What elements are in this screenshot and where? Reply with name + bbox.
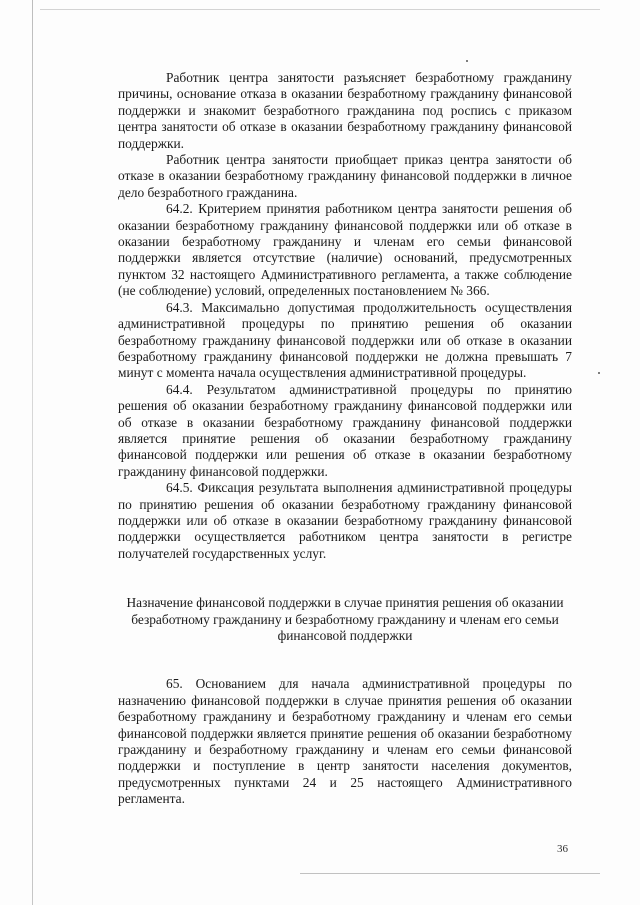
scan-edge-top	[40, 9, 600, 10]
paragraph-64-4: 64.4. Результатом административной процедуры по принятию решения об оказании безработному гражданину финансовой поддержки или об отказе в оказании безработному гражданину финансовой поддержки является принятие решения об оказании безработному гражданину финансовой поддержки или решения об отказе в оказании безработному гражданину финансовой поддержки.	[118, 381, 572, 479]
paragraph-64-5: 64.5. Фиксация результата выполнения административной процедуры по принятию решения об оказании безработному гражданину финансовой поддержки или об отказе в оказании безработному гражданину финансовой поддержки осуществляется работником центра занятости в регистре получателей государственных услуг.	[118, 480, 572, 561]
paragraph-64-2: 64.2. Критерием принятия работником центра занятости решения об оказании безработному гражданину финансовой поддержки или об отказе в оказании безработному гражданину и членам его семьи финансовой поддержки является отсутствие (наличие) оснований, предусмотренных пунктом 32 настоящего Административного регламента, а также соблюдение (не соблюдение) условий, определенных постановлением № 366.	[118, 201, 572, 299]
scan-speck	[466, 60, 468, 62]
paragraph-65: 65. Основанием для начала административной процедуры по назначению финансовой поддержки в случае принятия решения об оказании безработному гражданину и безработному гражданину и членам его семьи финансовой поддержки является принятие решения об оказании безработному гражданину и безработному гражданину и членам его семьи финансовой поддержки и поступление в центр занятости населения документов, предусмотренных пунктами 24 и 25 настоящего Административного регламента.	[118, 676, 572, 807]
paragraph-file-attachment: Работник центра занятости приобщает приказ центра занятости об отказе в оказании безработному гражданину финансовой поддержки в личное дело безработного гражданина.	[118, 152, 572, 200]
page-number: 36	[557, 843, 568, 855]
paragraph-notification: Работник центра занятости разъясняет безработному гражданину причины, основание отказа в оказании безработному гражданину финансовой поддержки и знакомит безработного гражданина под роспись с приказом центра занятости об отказе в оказании безработному гражданину финансовой поддержки.	[118, 70, 572, 151]
scan-edge-bottom	[300, 873, 600, 874]
paragraph-64-3: 64.3. Максимально допустимая продолжительность осуществления административной процедуры по принятию решения об оказании безработному гражданину финансовой поддержки или об отказе в оказании безработному гражданину финансовой поддержки не должна превышать 7 минут с момента начала осуществления административной процедуры.	[118, 299, 572, 381]
scan-speck	[598, 372, 600, 374]
scan-edge-left	[32, 0, 33, 905]
section-heading: Назначение финансовой поддержки в случае принятия решения об оказании безработному гражданину и безработному гражданину и членам его семьи финансовой поддержки	[126, 595, 564, 643]
document-body	[118, 70, 572, 808]
